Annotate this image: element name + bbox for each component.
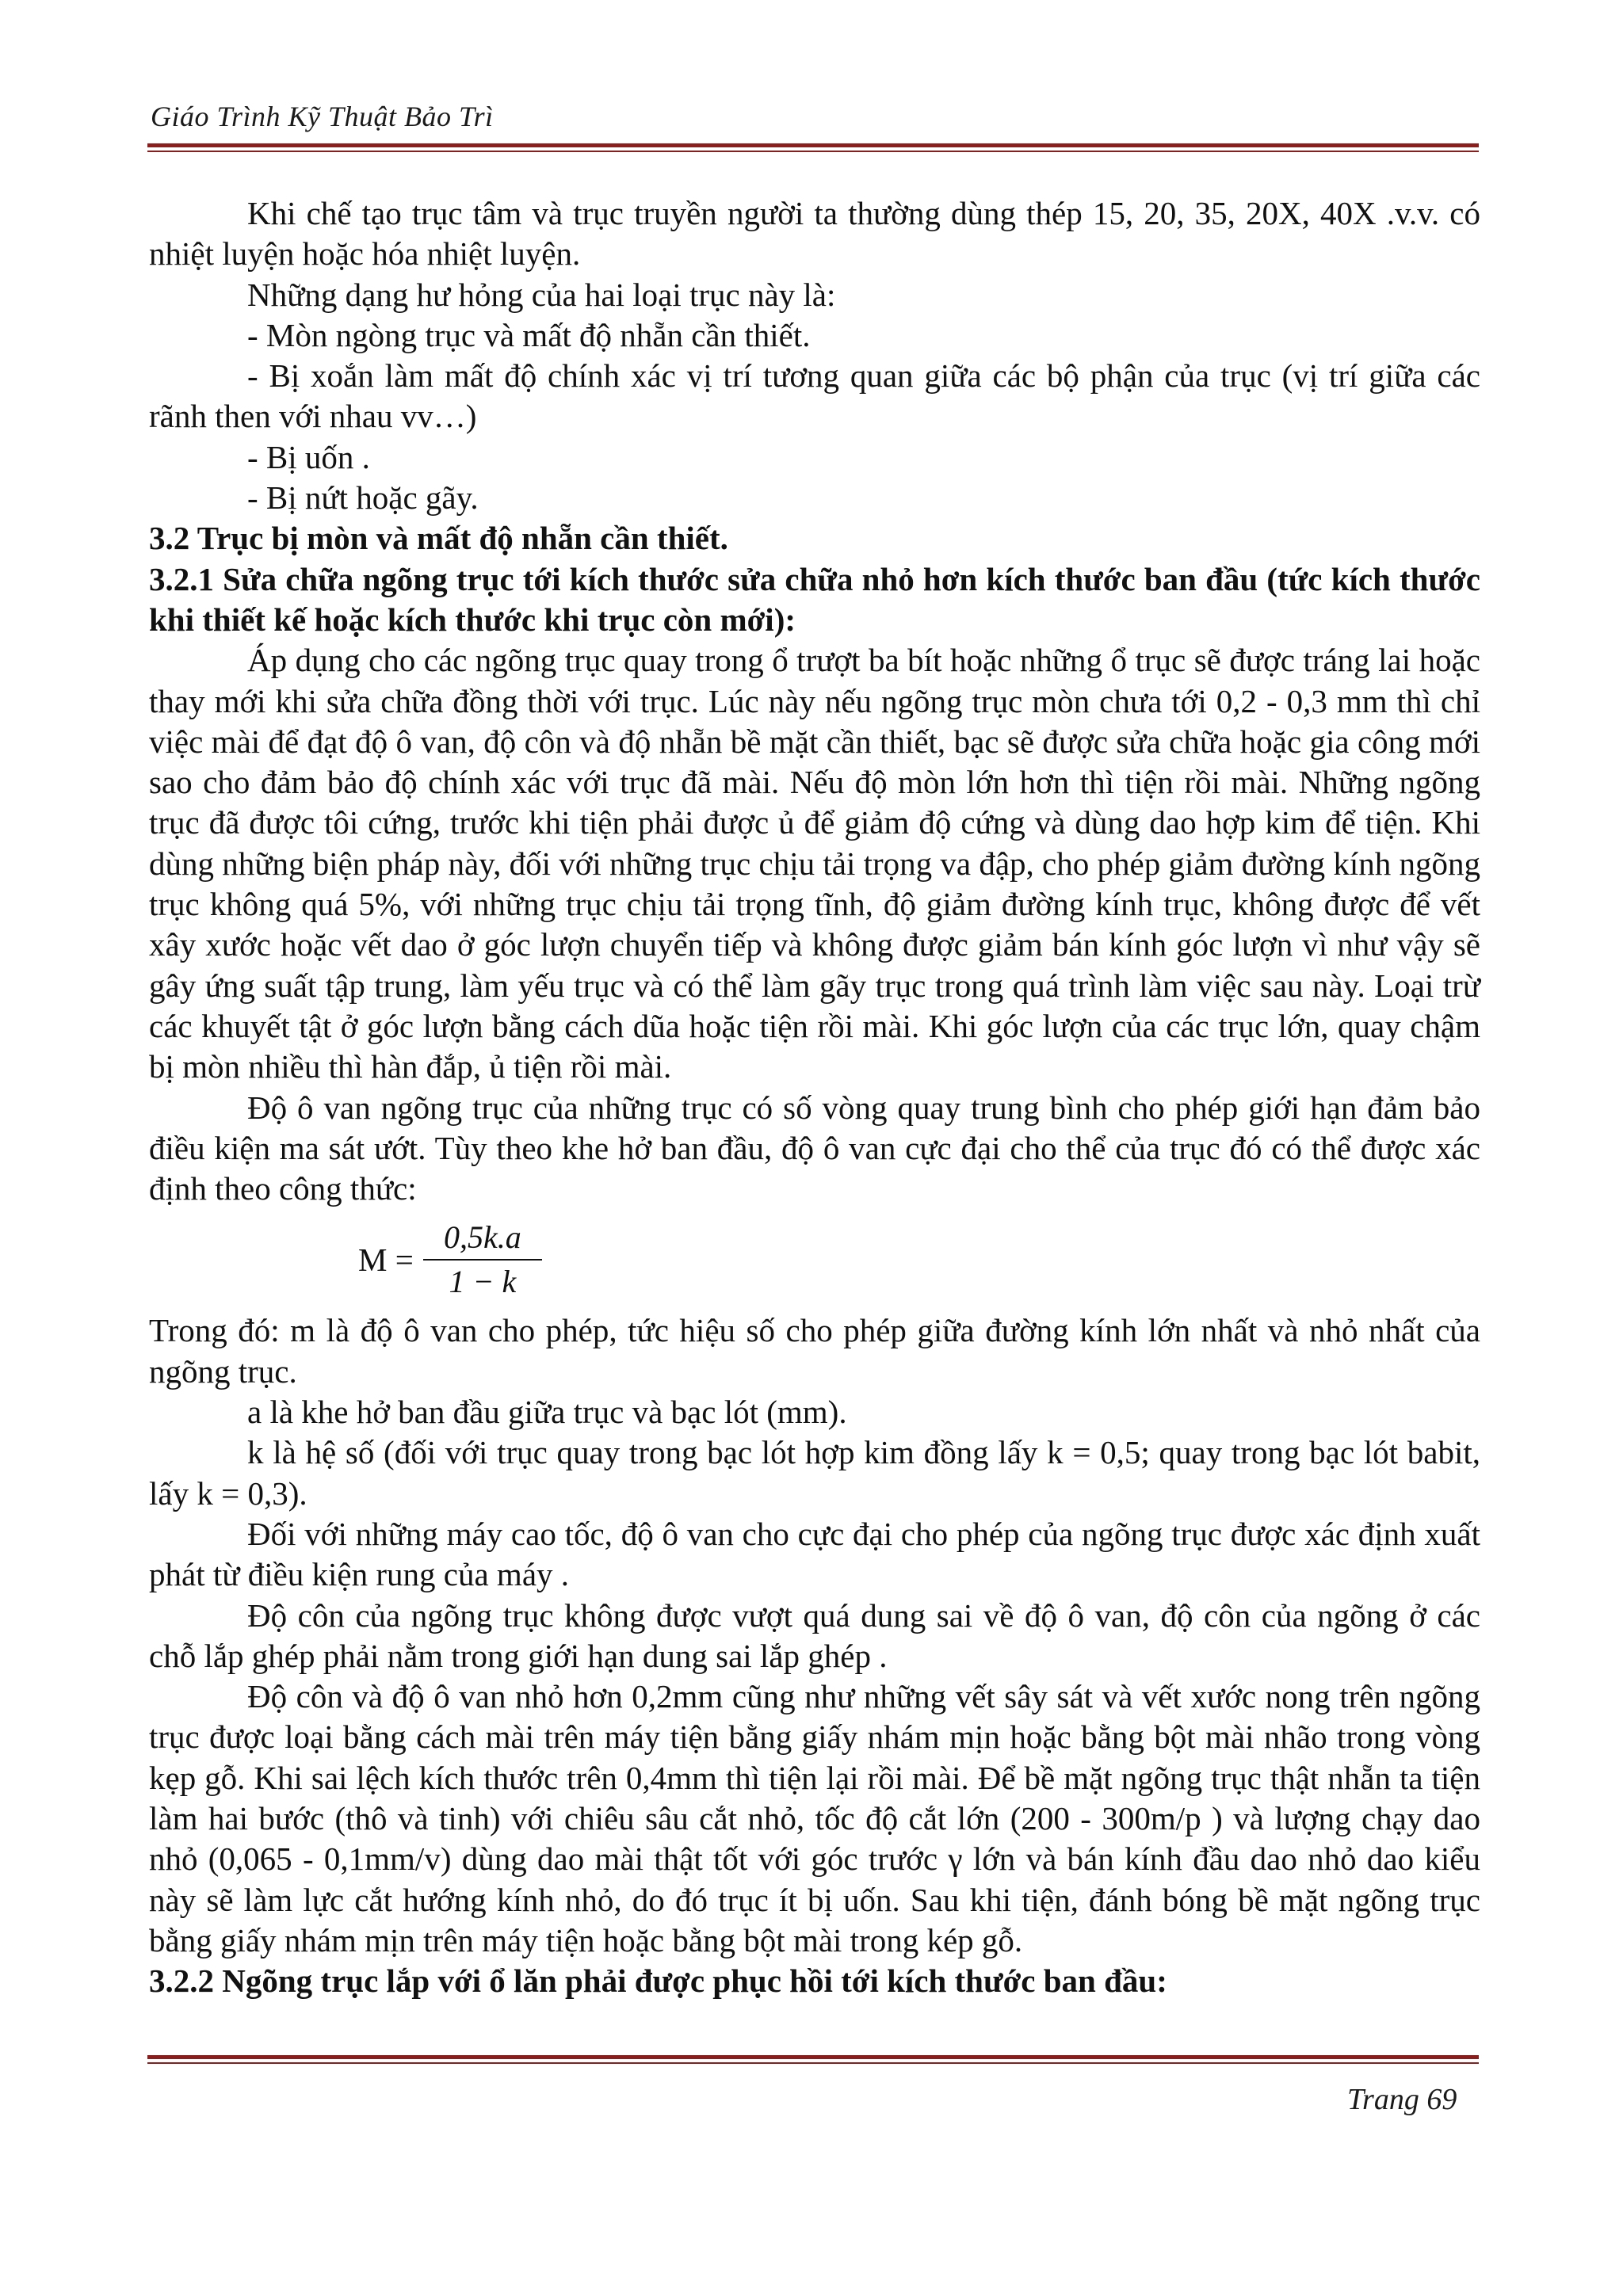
list-item: - Bị nứt hoặc gãy. [247,479,479,517]
subsection-heading: 3.2.1 Sửa chữa ngõng trục tới kích thước sửa chữa nhỏ hơn kích thước ban đầu (tức kích thước khi thiết kế hoặc kích thước khi trục còn mới): [149,560,1480,638]
fraction-bar [423,1259,542,1261]
header-rule-thick [147,143,1479,147]
paragraph: Độ ô van ngõng trục của những trục có số vòng quay trung bình cho phép giới hạn đảm bảo điều kiện ma sát ướt. Tùy theo khe hở ban đầu, độ ô van cực đại cho thể của trục đó có thể được xác định theo công thức: [149,1089,1480,1207]
paragraph: Khi chế tạo trục tâm và trục truyền người ta thường dùng thép 15, 20, 35, 20X, 40X .v.v. có nhiệt luyện hoặc hóa nhiệt luyện. [149,195,1480,273]
running-header: Giáo Trình Kỹ Thuật Bảo Trì [151,101,494,132]
subsection-heading: 3.2.2 Ngõng trục lắp với ổ lăn phải được phục hồi tới kích thước ban đầu: [149,1962,1167,2000]
formula [358,1209,1480,1310]
formula-fraction [423,1219,542,1300]
page-body [149,193,1480,2001]
paragraph: a là khe hở ban đầu giữa trục và bạc lót (mm). [247,1394,847,1431]
formula-lhs: M = [358,1241,414,1278]
paragraph: Đối với những máy cao tốc, độ ô van cho cực đại cho phép của ngõng trục được xác định xuất phát từ điều kiện rung của máy . [149,1515,1480,1593]
paragraph: Áp dụng cho các ngõng trục quay trong ổ trượt ba bít hoặc những ổ trục sẽ được tráng lai hoặc thay mới khi sửa chữa đồng thời với trục. Lúc này nếu ngõng trục mòn chưa tới 0,2 - 0,3 mm thì chỉ việc mài để đạt độ ô van, độ côn và độ nhẵn bề mặt cần thiết, bạc sẽ được sửa chữa hoặc gia công mới sao cho đảm bảo độ chính xác với trục đã mài. Nếu độ mòn lớn hơn thì tiện rồi mài. Những ngõng trục đã được tôi cứng, trước khi tiện phải được ủ để giảm độ cứng và dùng dao hợp kim để tiện. Khi dùng những biện pháp này, đối với những trục chịu tải trọng va đập, cho phép giảm đường kính ngõng trục không quá 5%, với những trục chịu tải trọng tĩnh, độ giảm đường kính trục, không được để vết xây xước hoặc vết dao ở góc lượn chuyển tiếp và không được giảm bán kính góc lượn vì như vậy sẽ gây ứng suất tập trung, làm yếu trục và có thể làm gãy trục trong quá trình làm việc sau này. Loại trừ các khuyết tật ở góc lượn bằng cách dũa hoặc tiện rồi mài. Khi góc lượn của các trục lớn, quay chậm bị mòn nhiều thì hàn đắp, ủ tiện rồi mài. [149,642,1480,1085]
formula-numerator: 0,5k.a [443,1219,521,1256]
list-item: - Mòn ngòng trục và mất độ nhẵn cần thiết. [247,316,811,353]
paragraph: Độ côn và độ ô van nhỏ hơn 0,2mm cũng như những vết sây sát và vết xước nong trên ngõng trục được loại bằng cách mài trên máy tiện bằng giấy nhám mịn hoặc bằng bột mài nhão trong vòng kẹp gỗ. Khi sai lệch kích thước trên 0,4mm thì tiện lại rồi mài. Để bề mặt ngõng trục thật nhẵn ta tiện làm hai bước (thô và tinh) với chiêu sâu cắt nhỏ, tốc độ cắt lớn (200 - 300m/p ) và lượng chạy dao nhỏ (0,065 - 0,1mm/v) dùng dao mài thật tốt với góc trước γ lớn và bán kính đầu dao nhỏ dao kiểu này sẽ làm lực cắt hướng kính nhỏ, do đó trục ít bị uốn. Sau khi tiện, đánh bóng bề mặt ngõng trục bằng giấy nhám mịn trên máy tiện hoặc bằng bột mài trong kép gỗ. [149,1678,1480,1958]
footer-rule-thin [147,2062,1479,2064]
header-rule-thin [147,151,1479,152]
footer-rule-thick [147,2055,1479,2059]
section-heading: 3.2 Trục bị mòn và mất độ nhẵn cần thiết. [149,520,728,557]
paragraph: Độ côn của ngõng trục không được vượt quá dung sai về độ ô van, độ côn của ngõng ở các chỗ lắp ghép phải nằm trong giới hạn dung sai lắp ghép . [149,1596,1480,1674]
paragraph: k là hệ số (đối với trục quay trong bạc lót hợp kim đồng lấy k = 0,5; quay trong bạc lót babit, lấy k = 0,3). [149,1434,1480,1512]
page-number: Trang 69 [1347,2083,1457,2116]
paragraph: Trong đó: m là độ ô van cho phép, tức hiệu số cho phép giữa đường kính lớn nhất và nhỏ nhất của ngõng trục. [149,1312,1480,1390]
list-item: - Bị uốn . [247,438,370,475]
formula-denominator: 1 − k [449,1264,517,1300]
paragraph: Những dạng hư hỏng của hai loại trục này là: [247,276,836,313]
list-item: - Bị xoắn làm mất độ chính xác vị trí tương quan giữa các bộ phận của trục (vị trí giữa các rãnh then với nhau vv…) [149,357,1480,435]
